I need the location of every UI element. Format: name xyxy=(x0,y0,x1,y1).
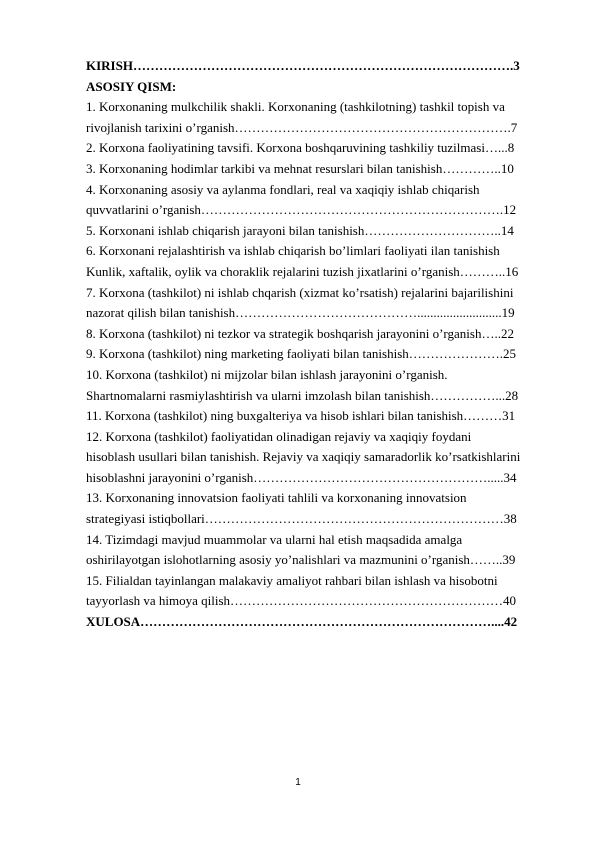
toc-line: Shartnomalarni rasmiylashtirish va ularni imzolash bilan tanishish……………...28 xyxy=(86,387,519,403)
toc-line: 13. Korxonaning innovatsion faoliyati tahlili va korxonaning innovatsion xyxy=(86,490,467,506)
toc-line: 15. Filialdan tayinlangan malakaviy amaliyot rahbari bilan ishlash va hisobotni xyxy=(86,572,498,588)
toc-line: Kunlik, xaftalik, oylik va choraklik rejalarini tuzish jixatlarini o’rganish………..16 xyxy=(86,263,519,279)
toc-line: hisoblash usullari bilan tanishish. Rejaviy va xaqiqiy samaradorlik ko’rsatkishlarini xyxy=(86,449,521,465)
toc-line: 2. Korxona faoliyatining tavsifi. Korxona boshqaruvining tashkiliy tuzilmasi…...8 xyxy=(86,140,515,156)
toc-line: quvvatlarini o’rganish…………………………………………………………….12 xyxy=(86,202,517,218)
toc-line: KIRISH…………………………………………………………………………….3 xyxy=(86,58,520,73)
toc-line: ASOSIY QISM: xyxy=(86,78,177,94)
toc-line: 6. Korxonani rejalashtirish va ishlab chiqarish bo’limlari faoliyati ilan tanishish xyxy=(86,243,500,259)
toc-line: 3. Korxonaning hodimlar tarkibi va mehnat resurslari bilan tanishish…………..10 xyxy=(86,160,514,176)
toc-line: 10. Korxona (tashkilot) ni mijzolar bilan ishlash jarayonini o’rganish. xyxy=(86,366,448,382)
toc-line: 14. Tizimdagi mavjud muammolar va ularni hal etish maqsadida amalga xyxy=(86,531,463,547)
page-number: 1 xyxy=(295,777,301,788)
toc-line: 12. Korxona (tashkilot) faoliyatidan olinadigan rejaviy va xaqiqiy foydani xyxy=(86,428,472,444)
toc-line: 9. Korxona (tashkilot) ning marketing faoliyati bilan tanishish………………….25 xyxy=(86,346,517,362)
toc-line: XULOSA………………………………………………………………………....42 xyxy=(86,614,518,630)
toc-line: 4. Korxonaning asosiy va aylanma fondlari, real va xaqiqiy ishlab chiqarish xyxy=(86,181,480,197)
toc-line: 7. Korxona (tashkilot) ni ishlab chqarish (xizmat ko’rsatish) rejalarini bajarilishini xyxy=(86,284,514,300)
toc-line: rivojlanish tarixini o’rganish……………………………………………………….7 xyxy=(86,119,518,135)
toc-line: 5. Korxonani ishlab chiqarish jarayoni bilan tanishish…………………………..14 xyxy=(86,222,514,238)
toc-line: strategiyasi istiqbollari……………………………………………………………38 xyxy=(86,511,517,527)
toc-line: hisoblashni jarayonini o’rganish……………………………………………….....34 xyxy=(86,469,517,485)
toc-line: tayyorlash va himoya qilish………………………………………………………40 xyxy=(86,593,517,609)
toc-line: oshirilayotgan islohotlarning asosiy yo’nalishlari va mazmunini o’rganish……..39 xyxy=(86,552,516,568)
toc-line: 8. Korxona (tashkilot) ni tezkor va strategik boshqarish jarayonini o’rganish…..22 xyxy=(86,325,514,341)
toc-line: nazorat qilish bilan tanishish……………………………………..........................19 xyxy=(86,305,515,321)
toc-line: 1. Korxonaning mulkchilik shakli. Korxonaning (tashkilotning) tashkil topish va xyxy=(86,99,505,115)
toc-line: 11. Korxona (tashkilot) ning buxgalteriya va hisob ishlari bilan tanishish………31 xyxy=(86,408,516,424)
table-of-contents xyxy=(86,56,556,633)
